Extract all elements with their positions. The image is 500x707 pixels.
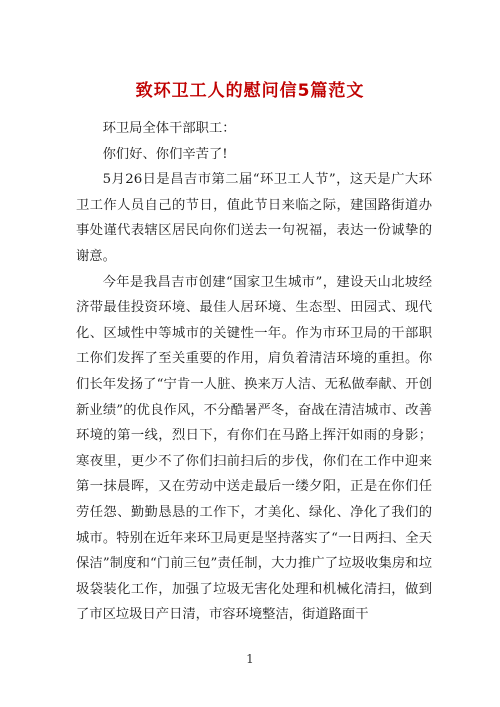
page-number: 1 bbox=[246, 652, 254, 666]
letter-body bbox=[76, 116, 432, 628]
recipient-line: 环卫局全体干部职工： bbox=[102, 121, 236, 136]
paragraph: 5月26日是昌吉市第二届“环卫工人节”，这天是广大环卫工作人员自己的节日，值此节日来临之际，建国路街道办事处谨代表辖区居民向你们送去一句祝福，表达一份诚挚的谢意。 bbox=[76, 172, 432, 264]
page-title: 致环卫工人的慰问信5篇范文 bbox=[135, 81, 365, 101]
paragraph: 今年是我昌吉市创建“国家卫生城市”，建设天山北坡经济带最佳投资环境、最佳人居环境、生态型、田园式、现代化、区域性中等城市的关键性一年。作为市环卫局的干部职工你们发挥了至关重要的作用，肩负着清洁环境的重担。你们长年发扬了“宁肯一人脏、换来万人洁、无私做奉献、开创新业绩”的优良作风，不分酷暑严冬，奋战在清洁城市、改善环境的第一线，烈日下，有你们在马路上挥汗如雨的身影；寒夜里，更少不了你们扫前扫后的步伐，你们在工作中迎来第一抹晨晖，又在劳动中送走最后一缕夕阳，正是在你们任劳任怨、勤勤恳恳的工作下，才美化、绿化、净化了我们的城市。特别在近年来环卫局更是坚持落实了“一日两扫、全天保洁”制度和“门前三包”责任制，大力推广了垃圾收集房和垃圾袋装化工作，加强了垃圾无害化处理和机械化清扫，做到了市区垃圾日产日清，市容环境整洁，街道路面干 bbox=[76, 274, 432, 623]
greeting-line: 你们好、你们辛苦了! bbox=[102, 146, 228, 162]
